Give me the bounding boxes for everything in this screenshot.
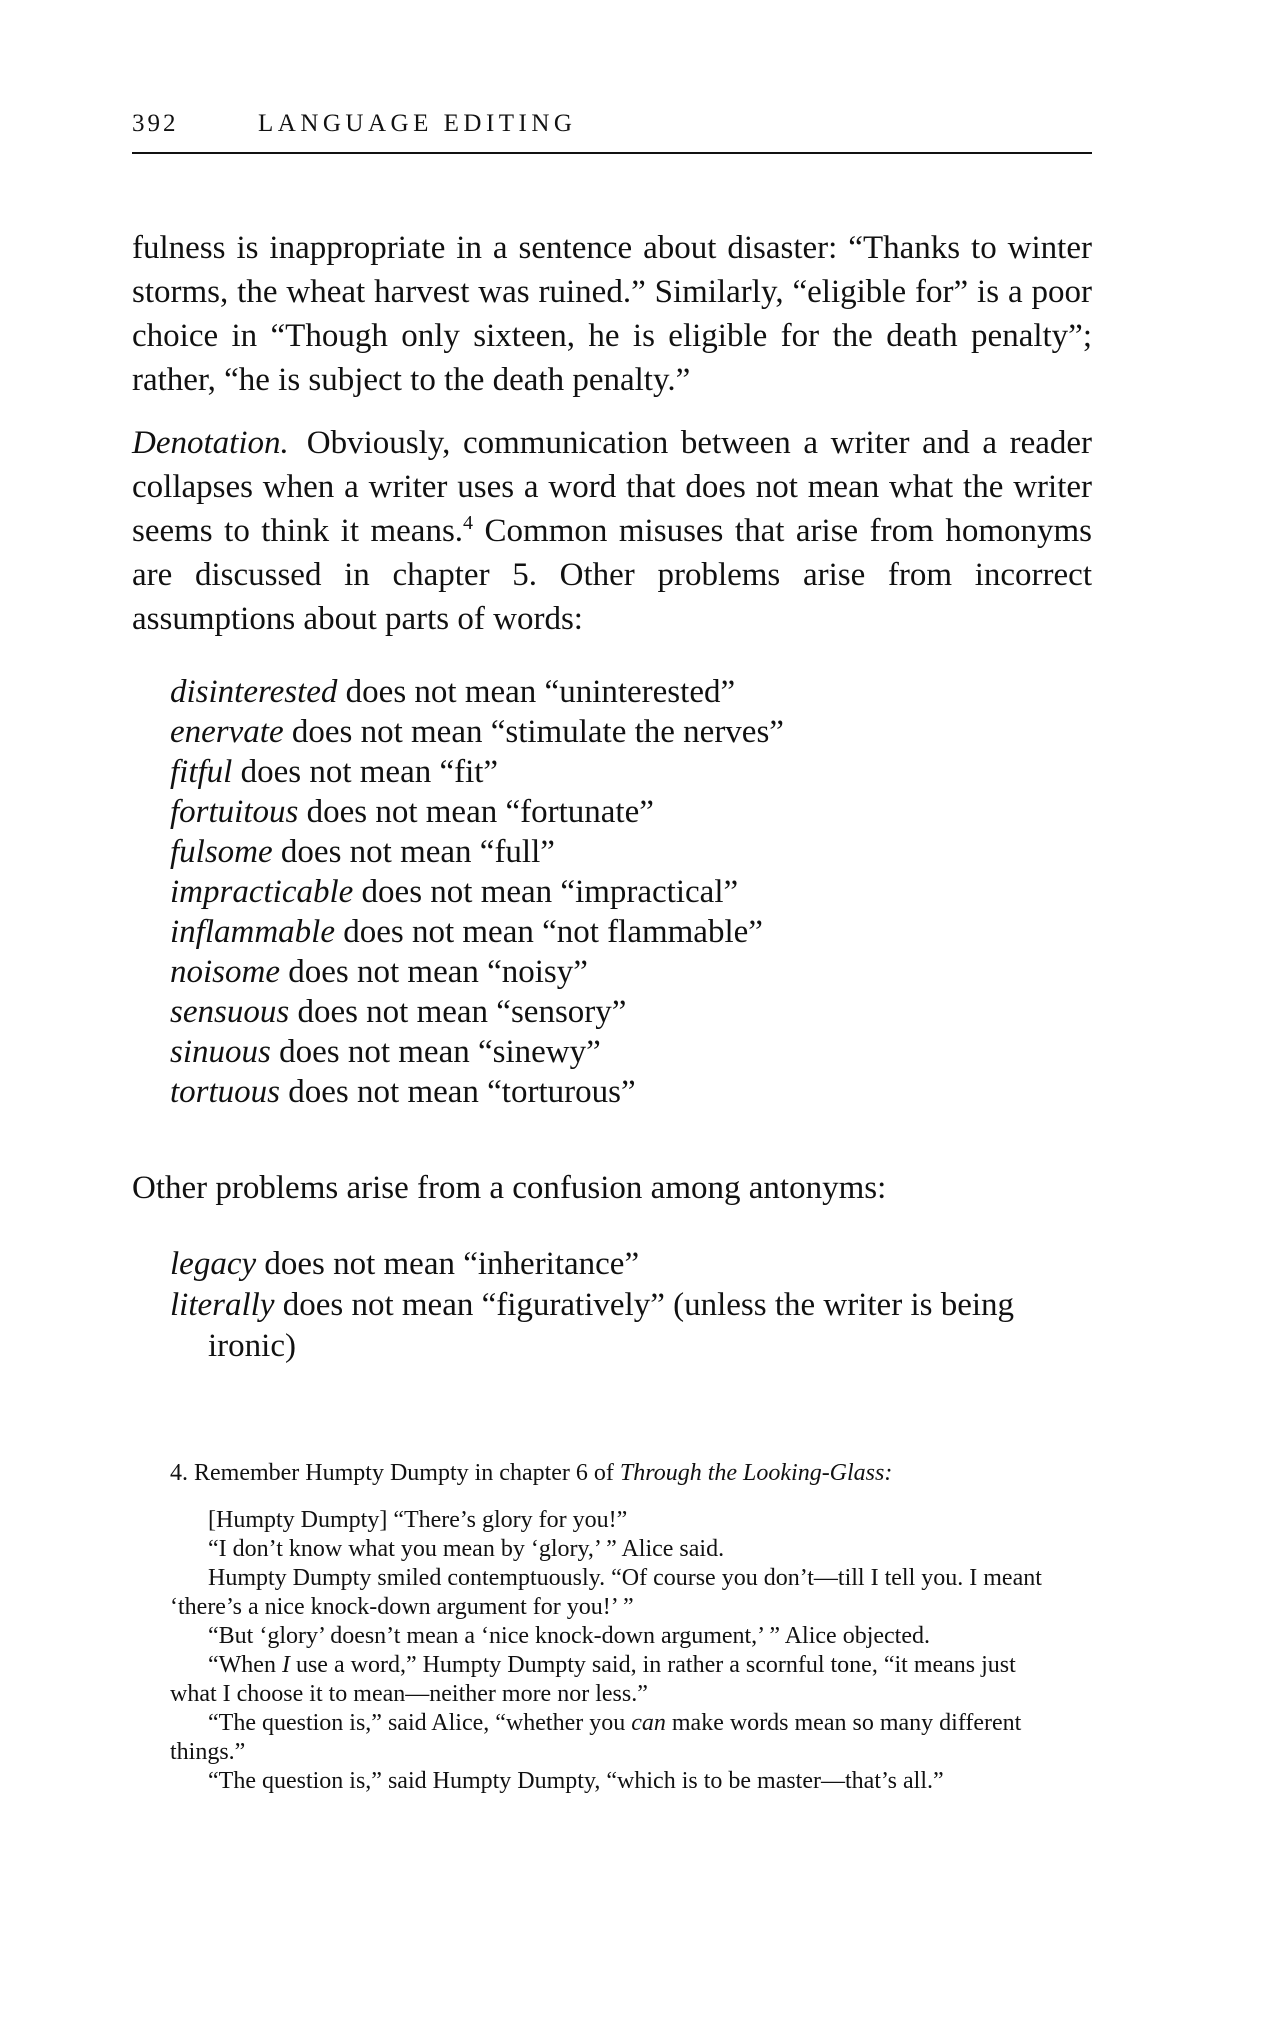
quote-text: use a word,” Humpty Dumpty said, in rather a scornful tone, “it means just what I choose it to mean—neither more nor less.” — [170, 1652, 1016, 1707]
section-title: LANGUAGE EDITING — [258, 110, 577, 137]
quote-text: “When — [208, 1652, 282, 1678]
list-definition: does not mean “impractical” — [353, 874, 739, 910]
paragraph-denotation — [132, 421, 1092, 641]
list-item — [170, 672, 1070, 712]
quote-emphasis: can — [631, 1710, 666, 1736]
list-item — [170, 992, 1070, 1032]
list-definition: does not mean “not flammable” — [334, 914, 763, 950]
list-item — [170, 1285, 1070, 1367]
list-term: disinterested — [170, 674, 338, 710]
quote-paragraph: Humpty Dumpty smiled contemptuously. “Of course you don’t—till I tell you. I meant ‘there’s a nice knock-down argument for you!’ ” — [170, 1565, 1042, 1620]
quote-text: “The question is,” said Alice, “whether you — [208, 1710, 632, 1736]
list-item — [170, 712, 1070, 752]
quote-paragraph: [Humpty Dumpty] “There’s glory for you!” — [208, 1507, 628, 1533]
list-definition: does not mean “figuratively” (unless the writer is being ironic) — [208, 1287, 1015, 1364]
quote-paragraph — [170, 1651, 1050, 1709]
list-term: fitful — [170, 754, 233, 790]
list-definition: does not mean “fit” — [232, 754, 499, 790]
list-term: inflammable — [170, 914, 335, 950]
footnote-book-title: Through the Looking-Glass: — [619, 1460, 893, 1486]
quote-paragraph — [170, 1709, 1050, 1767]
list-term: sensuous — [170, 994, 290, 1030]
list-definition: does not mean “sensory” — [289, 994, 627, 1030]
list-definition: does not mean “uninterested” — [337, 674, 736, 710]
paragraph-continuation: fulness is inappropriate in a sentence about disaster: “Thanks to winter storms, the wheat harvest was ruined.” Similarly, “eligible for” is a poor choice in “Though only sixteen, he is eligible for the death penalty”; rather, “he is subject to the death penalty.” — [132, 230, 1092, 398]
footnote-text: Remember Humpty Dumpty in chapter 6 of — [194, 1460, 620, 1486]
word-misuse-list — [170, 672, 1070, 1112]
paragraph-text-continued: Common misuses that arise from homonyms are discussed in chapter 5. Other problems arise from incorrect assumptions about parts of words: — [132, 513, 1092, 637]
list-item — [170, 752, 1070, 792]
list-item — [170, 792, 1070, 832]
quote-text: make words mean so many different things.” — [170, 1710, 1022, 1765]
list-item — [170, 872, 1070, 912]
list-item — [170, 1072, 1070, 1112]
footnote-reference: 4 — [463, 512, 474, 534]
footnote — [170, 1458, 1050, 1488]
footnote-quotation — [170, 1506, 1050, 1796]
paragraph-text: Obviously, communication between a writer and a reader collapses when a writer uses a word that does not mean what the writer seems to think it means. — [132, 425, 1092, 549]
list-item — [170, 1032, 1070, 1072]
list-definition: does not mean “fortunate” — [298, 794, 654, 830]
list-term: noisome — [170, 954, 280, 990]
list-term: legacy — [170, 1246, 257, 1282]
quote-paragraph: “The question is,” said Humpty Dumpty, “which is to be master—that’s all.” — [208, 1768, 944, 1794]
quote-paragraph: “I don’t know what you mean by ‘glory,’ ” Alice said. — [208, 1536, 725, 1562]
list-term: tortuous — [170, 1074, 281, 1110]
list-item — [170, 912, 1070, 952]
list-definition: does not mean “sinewy” — [270, 1034, 601, 1070]
list-item — [170, 1244, 1070, 1285]
list-term: literally — [170, 1287, 275, 1323]
footnote-number: 4. — [170, 1460, 188, 1486]
footnote-lead — [170, 1458, 1050, 1488]
list-definition: does not mean “stimulate the nerves” — [283, 714, 784, 750]
list-definition: does not mean “full” — [272, 834, 555, 870]
list-term: impracticable — [170, 874, 354, 910]
running-head — [132, 110, 1092, 150]
list-term: fortuitous — [170, 794, 299, 830]
list-term: enervate — [170, 714, 284, 750]
page-number: 392 — [132, 110, 179, 137]
quote-paragraph: “But ‘glory’ doesn’t mean a ‘nice knock-down argument,’ ” Alice objected. — [208, 1623, 930, 1649]
header-rule — [132, 152, 1092, 154]
paragraph-lead-in: Denotation. — [132, 425, 289, 461]
list-definition: does not mean “torturous” — [280, 1074, 636, 1110]
list-definition: does not mean “inheritance” — [256, 1246, 640, 1282]
antonym-list — [170, 1244, 1070, 1367]
list-term: sinuous — [170, 1034, 271, 1070]
list-item — [170, 952, 1070, 992]
quote-emphasis: I — [281, 1652, 290, 1678]
list-item — [170, 832, 1070, 872]
paragraph-antonyms: Other problems arise from a confusion among antonyms: — [132, 1170, 887, 1206]
list-definition: does not mean “noisy” — [280, 954, 588, 990]
list-term: fulsome — [170, 834, 273, 870]
